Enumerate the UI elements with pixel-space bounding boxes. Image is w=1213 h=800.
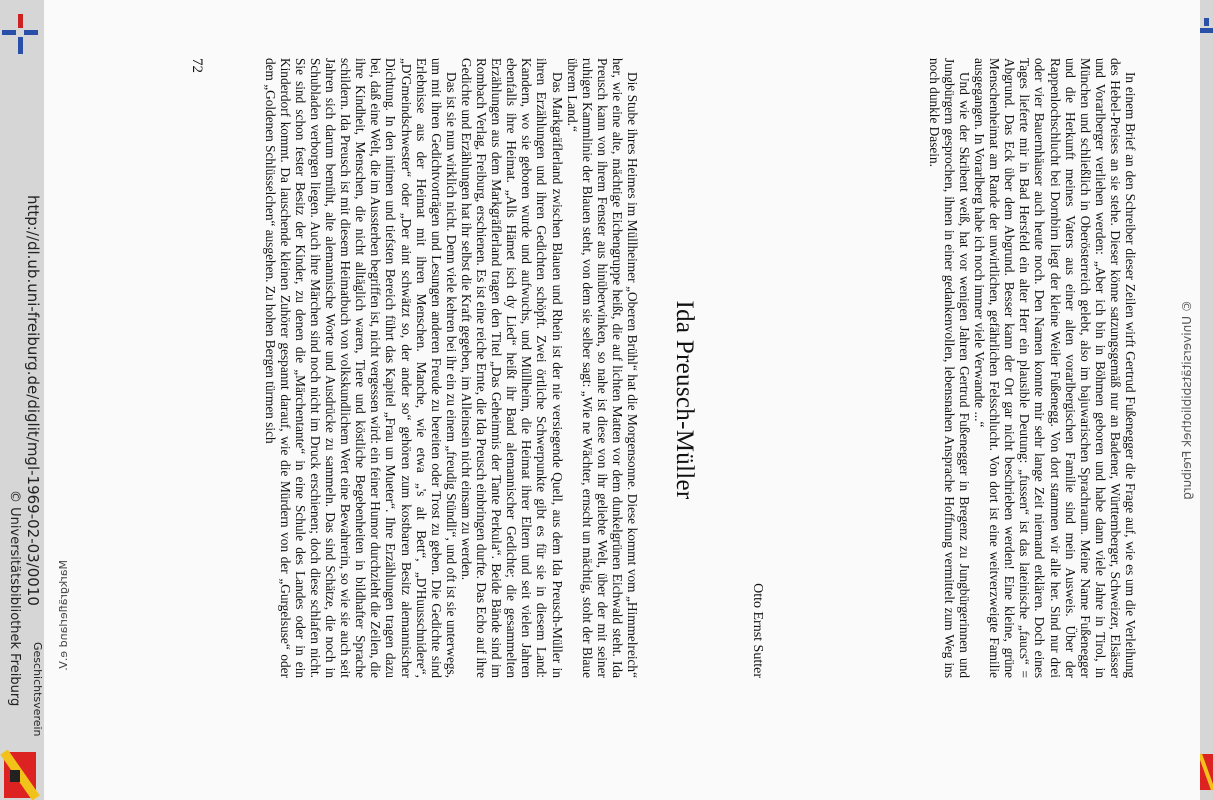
mirrored-footer: Markgräflerland e.V. <box>57 560 70 671</box>
mirrored-header: © Universitätsbibliothek Freiburg <box>1180 300 1194 500</box>
society-label: Geschichtsverein <box>31 642 44 737</box>
copyright-text: © Universitätsbibliothek Freiburg <box>7 490 22 707</box>
paragraph: Das Markgräflerland zwischen Blauen und Rhein ist der nie versiegende Quell, aus dem Ida Preusch-Müller in ihren Erzählungen und ihren Gedichten schöpft. Zwei örtliche Schwerpunkte gibt es für sie in diesem Land: Kandern, wo sie geboren wurde und aufwuchs, und Müllheim, die Heimat ihrer Eltern und seit vielen Jahren ebenfalls ihre Heimat. „Alls Hämet isch dy Lied“ heißt ihr Band alemannischer Gedichte; die gesammelten Erzählungen aus dem Markgräflerland tragen den Titel „Das Geheimnis der Tante Perkula“. Beide Bände sind im Rombach Verlag, Freiburg, erschienen. Es ist eine reiche Ernte, die Ida Preusch einbringen durfte. Das Echo auf ihre Gedichte und Erzählungen hat ihr selbst die Kraft gegeben, im Alleinsein nicht einsam zu werden. <box>458 58 565 678</box>
page-number: 72 <box>189 58 205 73</box>
viewer-side-text <box>0 0 44 800</box>
scanned-page <box>44 0 1200 800</box>
right-margin-strip <box>1200 0 1213 800</box>
article-title: Ida Preusch-Müller <box>671 300 698 500</box>
permalink-url[interactable]: http://dl.ub.uni-freiburg.de/diglit/mgl-1969-02-03/0010 <box>24 195 42 606</box>
coat-of-arms-icon <box>1200 752 1213 792</box>
left-margin-strip <box>0 0 44 800</box>
coat-of-arms-icon <box>0 750 40 800</box>
page-content-rotated <box>44 0 1200 800</box>
paragraph: Und wie der Skribent weiß, hat vor wenigen Jahren Gertrud Fußenegger in Bregenz zu Jungbürgerinnen und Jungbürgern gesprochen, ihnen in einer gedankenvollen, lebensnahen Ansprache Hoffnung vermittelt zum Weg ins noch dunkle Dasein. <box>926 58 972 678</box>
paragraph: Die Stube ihres Heimes im Müllheimer „Oberen Brühl“ hat die Morgensonne. Diese kommt vom „Himmelreich“ her, wie eine alte, mächtige Eichengruppe heißt, die auf lichten Matten vor dem dunkelgrünen Eichwald steht. Ida Preusch kann von ihrem Fenster aus hinüberwinken, so nahe ist diese von ihr geliebte Welt, über der mit seiner ruhigen Kammlinie der Blauen steht, von dem sie selber sagt: „Wie ne Wächter, ernscht un mächtig, stoht der Blaue übrem Land.“ <box>564 58 640 678</box>
paragraph: Das ist sie nun wirklich nicht. Denn viele kehren bei ihr ein zu einem „freudig Stündli“, und oft ist sie unterwegs, um mit ihren Gedichtvorträgen und Lesungen anderen Freude zu bereiten oder Trost zu geben. Die Gedichte sind Erlebnisse aus der Heimat mit ihren Menschen. Manche, wie etwa „'s alt Bett“, „D'Huusschnidere“, „D'Gmeindschwester“ oder „Der aint schwätzt so, der ander so“ gehören zum kostbaren Besitz alemannischer Dichtung. In den intimen und tiefsten Bereich führt das Kapitel „Frau un Mueter“. Ihre Erzählungen tragen dazu bei, daß eine Welt, die im Aussterben begriffen ist, nicht vergessen wird: ein feiner Humor durchzieht die Zeilen, die ihre Kindheit, Menschen, die nicht alltäglich waren, Tiere und köstliche Begebenheiten in bildhafter Sprache schildern. Ida Preusch ist mit diesem Heimatbuch von volkskundlichem Wert eine Bewahrerin, so wie sie auch seit Jahren sich darum bemüht, alte alemannische Worte und Ausdrücke zu sammeln. Das sind Schätze, die noch in Schubladen verborgen liegen. Auch ihre Märchen sind noch nicht im Druck erschienen; doch diese schlafen nicht. Sie sind schon fester Besitz der Kinder, zu denen die „Märchentante“ in eine Schule des Landes oder in ein Kinderdorf kommt. Da lauschende kleinen Zuhörer gespannt darauf, wie die Mürdern von der „Gurgelsuse“ oder dem „Goldenen Schlüsselchen“ ausgehen. Zu hohen Bergen türmen sich <box>262 58 459 679</box>
ub-logo-mark-icon <box>1200 18 1213 44</box>
article-body <box>263 58 640 678</box>
intro-section <box>927 58 1138 678</box>
paragraph: In einem Brief an den Schreiber dieser Zeilen wirft Gertrud Fußenegger die Frage auf, wie es um die Verleihung des Hebel-Preises an sie stehe. Dieser könne satzungsgemäß nur an Badener, Württemberger, Schweizer, Elsässer und Vorarlberger verliehen werden: „Aber ich bin in Böhmen geboren und habe dann viele Jahre in Tirol, in München und schließlich in Oberösterreich gelebt, also im bajuwarischen Sprachraum. Meine Name Fußenegger und die Herkunft meines Vaters aus einer alten vorarlbergischen Familie sind mein Ausweis. Über der Rappenlochschlucht bei Dornbirn liegt der kleine Weiler Fußenegg. Von dort stammen wir alle her. Sind nur drei oder vier Bauernhäuser auch heute noch. Den Namen konnte mir sehr lange Zeit niemand erklären. Doch eines Tages lieferte mir in Bad Hersfeld ein alter Herr ein plausible Deutung: „fussen“ ist das lateinische „faucs“ = Abgrund. Das Eck über dem Abgrund. Besser kann der Ort gar nicht beschrieben werden! Eine kleine, grüne Menschenheimat am Rande der unwirtlichen, gefährlichen Felsschlucht. Von dort ist eine weitverzweigte Familie ausgegangen. In Vorarlberg habe ich noch immer viele Verwandte ...“ <box>972 58 1138 678</box>
author-signature: Otto Ernst Sutter <box>750 583 765 678</box>
